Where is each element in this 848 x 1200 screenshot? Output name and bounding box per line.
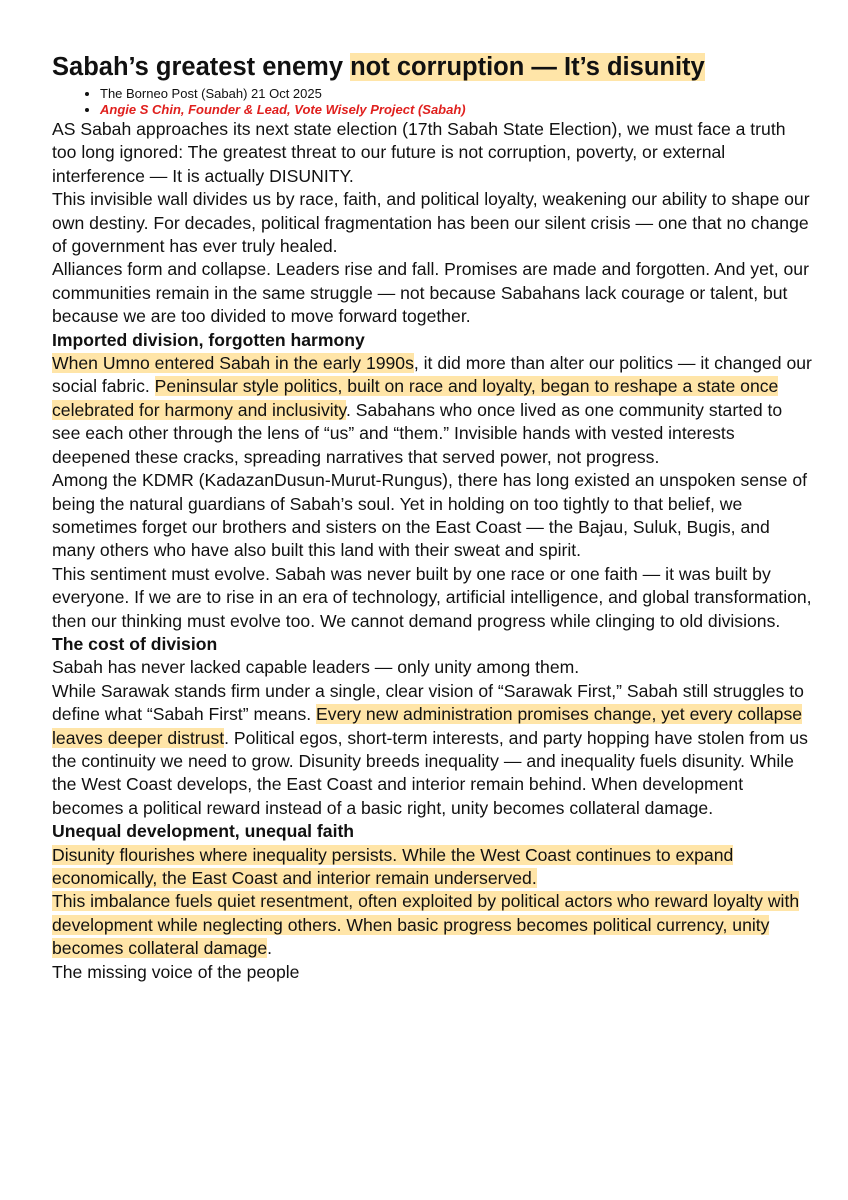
paragraph-1: AS Sabah approaches its next state election (17th Sabah State Election), we must face a truth too long ignored: The greatest threat to our future is not corruption, poverty, or external interference — It is actually DISUNITY. <box>52 119 786 186</box>
paragraph-8 <box>52 680 812 820</box>
article-meta <box>52 86 812 118</box>
section-heading-cost-of-division: The cost of division <box>52 633 218 654</box>
paragraph-11: The missing voice of the people <box>52 961 300 982</box>
highlight-peninsular: Peninsular style politics, built on race and loyalty, began to reshape a state once celebrated for harmony and inclusivity <box>52 376 779 420</box>
text-span: While Sarawak stands firm under a single, clear vision of “Sarawak First,” Sabah still struggles to define what “Sabah First” means. <box>52 680 804 725</box>
section-heading-unequal-development: Unequal development, unequal faith <box>52 821 355 842</box>
section-heading-imported-division: Imported division, forgotten harmony <box>52 329 365 350</box>
text-span: . <box>267 938 273 959</box>
paragraph-10 <box>52 890 812 960</box>
text-span: . Sabahans who once lived as one community started to see each other through the lens of “us” and “them.” Invisible hands with vested interests deepened these cracks, spreading narratives that served power, not progress. <box>52 399 783 467</box>
title-plain: Sabah’s greatest enemy <box>52 53 351 81</box>
text-span: , it did more than alter our politics — it changed our social fabric. <box>52 353 812 397</box>
title-highlight: not corruption — It’s disunity <box>350 53 705 81</box>
paragraph-7: Sabah has never lacked capable leaders — only unity among them. <box>52 657 580 678</box>
article <box>52 50 812 984</box>
article-title <box>52 50 812 84</box>
paragraph-4 <box>52 352 812 469</box>
highlight-imbalance: This imbalance fuels quiet resentment, often exploited by political actors who reward loyalty with development while neglecting others. When basic progress becomes political currency, unity becomes collateral damage <box>52 891 800 959</box>
paragraph-2: This invisible wall divides us by race, faith, and political loyalty, weakening our ability to shape our own destiny. For decades, political fragmentation has been our silent crisis — one that no change of government has ever truly healed. <box>52 189 810 257</box>
paragraph-6: This sentiment must evolve. Sabah was never built by one race or one faith — it was built by everyone. If we are to rise in an era of technology, artificial intelligence, and global transformation, then our thinking must evolve too. We cannot demand progress while clinging to old divisions. <box>52 563 812 631</box>
paragraph-9 <box>52 844 812 891</box>
highlight-administration: Every new administration promises change, yet every collapse leaves deeper distrust <box>52 704 803 748</box>
source-line: • The Borneo Post (Sabah) 21 Oct 2025 <box>100 86 812 102</box>
author-line: • Angie S Chin, Founder & Lead, Vote Wisely Project (Sabah) <box>100 102 812 118</box>
highlight-inequality: Disunity flourishes where inequality persists. While the West Coast continues to expand economically, the East Coast and interior remain underserved. <box>52 844 734 888</box>
text-span: . Political egos, short-term interests, and party hopping have stolen from us the continuity we need to grow. Disunity breeds inequality — and inequality fuels disunity. While the West Coast develops, the East Coast and interior remain behind. When development becomes a political reward instead of a basic right, unity becomes collateral damage. <box>52 727 808 818</box>
highlight-umno: When Umno entered Sabah in the early 1990s <box>52 353 414 374</box>
paragraph-3: Alliances form and collapse. Leaders rise and fall. Promises are made and forgotten. And yet, our communities remain in the same struggle — not because Sabahans lack courage or talent, but because we are too divided to move forward together. <box>52 259 809 327</box>
paragraph-5: Among the KDMR (KadazanDusun-Murut-Rungus), there has long existed an unspoken sense of being the natural guardians of Sabah’s soul. Yet in holding on too tightly to that belief, we sometimes forget our brothers and sisters on the East Coast — the Bajau, Suluk, Bugis, and many others who have also built this land with their sweat and spirit. <box>52 470 807 561</box>
